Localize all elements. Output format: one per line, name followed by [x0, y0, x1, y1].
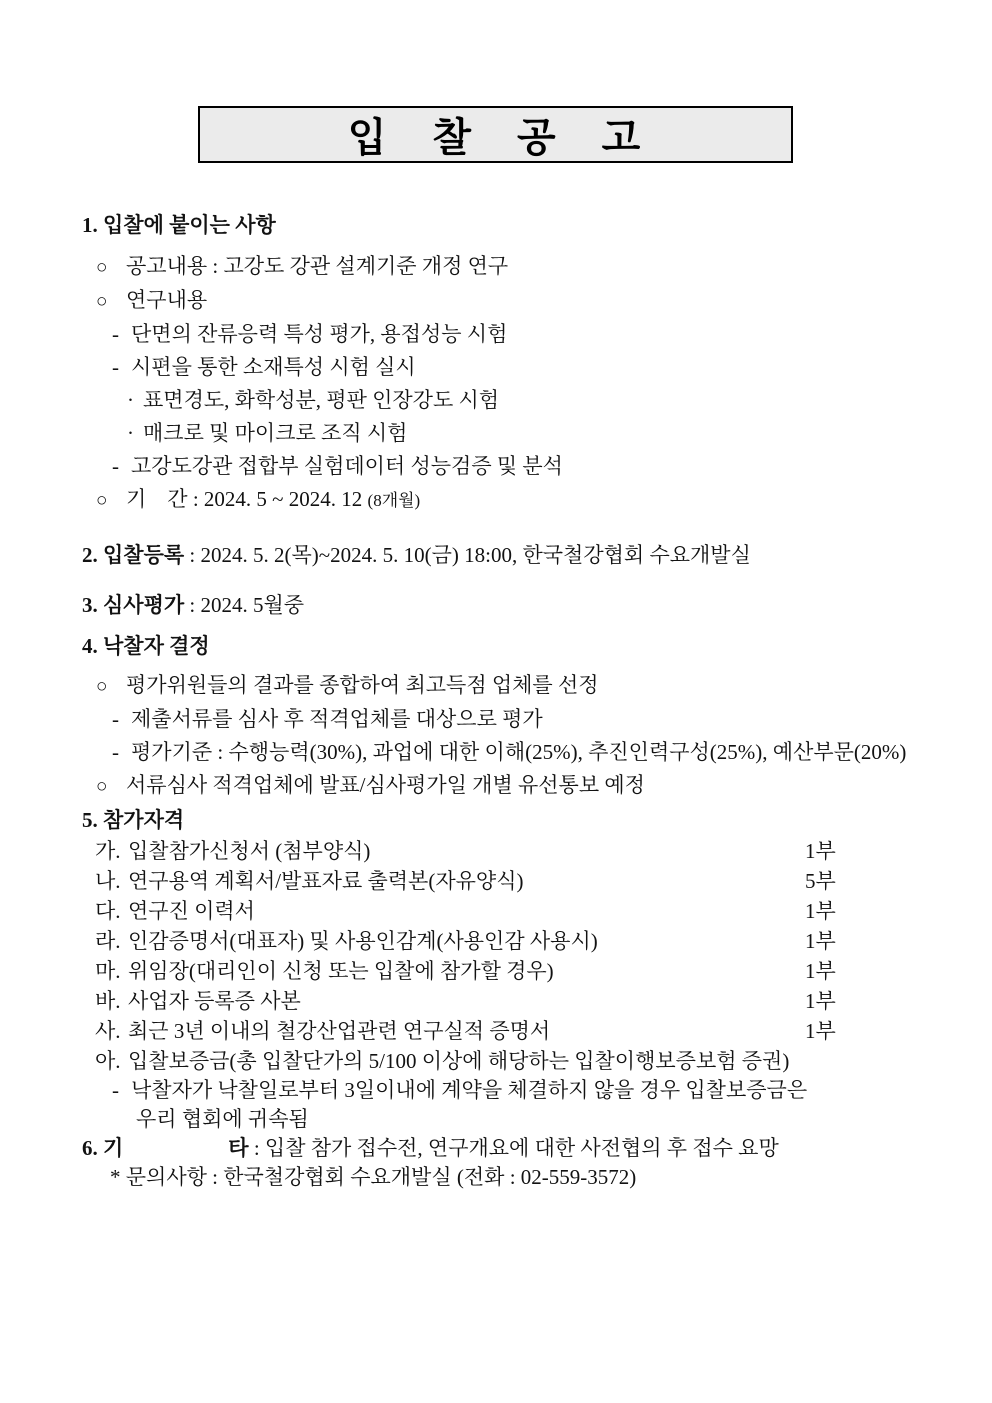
row-text: 입찰보증금(총 입찰단가의 5/100 이상에 해당하는 입찰이행보증보험 증권)	[128, 1049, 790, 1073]
row-label: 라.	[95, 929, 121, 953]
section-3-line	[0, 589, 992, 622]
row-label: 다.	[95, 899, 121, 923]
requirement-row	[0, 896, 897, 926]
list-item-text: 단면의 잔류응력 특성 평가, 용접성능 시험	[131, 322, 508, 346]
deposit-note-line2: 우리 협회에 귀속됨	[136, 1107, 309, 1131]
period-duration: (8개월)	[367, 491, 421, 510]
list-item-text: 연구내용	[126, 288, 208, 312]
requirement-row	[0, 1016, 897, 1046]
row-quantity: 1부	[805, 989, 836, 1013]
list-item	[0, 384, 992, 417]
section-5-heading: 5. 참가자격	[82, 808, 185, 832]
row-text: 연구진 이력서	[128, 899, 255, 923]
row-label: 아.	[95, 1049, 121, 1073]
list-item-text: 평가기준 : 수행능력(30%), 과업에 대한 이해(25%), 추진인력구성(25%), 예산부문(20%)	[131, 740, 907, 764]
list-item-period	[0, 483, 992, 517]
circle-bullet-icon: ○	[96, 291, 108, 312]
list-item	[0, 250, 992, 284]
period-text: 기 간 : 2024. 5 ~ 2024. 12	[126, 487, 368, 511]
row-text: 입찰참가신청서 (첨부양식)	[128, 839, 371, 863]
section-1-heading: 1. 입찰에 붙이는 사항	[82, 213, 276, 237]
row-text: 연구용역 계획서/발표자료 출력본(자유양식)	[128, 869, 524, 893]
dash-bullet-icon: -	[112, 355, 119, 379]
list-item-text: 표면경도, 화학성분, 평판 인장강도 시험	[143, 388, 500, 412]
section-2-title: 2. 입찰등록	[82, 543, 185, 567]
document-title-box	[198, 106, 793, 163]
row-label: 나.	[95, 869, 121, 893]
list-item	[0, 450, 992, 483]
row-quantity: 1부	[805, 1019, 836, 1043]
circle-bullet-icon: ○	[96, 257, 108, 278]
row-quantity: 1부	[805, 839, 836, 863]
requirement-row	[0, 926, 897, 956]
section-6-title: 6. 기 타	[82, 1136, 249, 1160]
circle-bullet-icon: ○	[96, 490, 108, 511]
list-item	[0, 351, 992, 384]
circle-bullet-icon: ○	[96, 776, 108, 797]
section-3-detail: : 2024. 5월중	[184, 593, 305, 617]
section-3-title: 3. 심사평가	[82, 593, 185, 617]
requirement-row	[0, 986, 897, 1016]
section-6-line	[0, 1134, 992, 1163]
row-quantity: 5부	[805, 869, 836, 893]
list-item	[0, 417, 992, 450]
list-item	[0, 318, 992, 351]
row-label: 바.	[95, 989, 121, 1013]
row-text: 사업자 등록증 사본	[128, 989, 301, 1013]
dot-bullet-icon: ·	[127, 421, 134, 445]
section-2-detail: : 2024. 5. 2(목)~2024. 5. 10(금) 18:00, 한국철강협회 수요개발실	[184, 543, 751, 567]
section-4-items	[0, 669, 992, 803]
section-6-detail: : 입찰 참가 접수전, 연구개요에 대한 사전협의 후 접수 요망	[248, 1136, 779, 1160]
requirement-row	[0, 866, 897, 896]
row-quantity: 1부	[805, 959, 836, 983]
list-item-text: 서류심사 적격업체에 발표/심사평가일 개별 유선통보 예정	[126, 773, 645, 797]
document-title: 입 찰 공 고	[347, 115, 644, 160]
list-item-text: 공고내용 : 고강도 강관 설계기준 개정 연구	[126, 254, 509, 278]
row-label: 사.	[95, 1019, 121, 1043]
section-4-heading: 4. 낙찰자 결정	[82, 634, 210, 658]
row-quantity: 1부	[805, 899, 836, 923]
section-1-items	[0, 250, 992, 517]
contact-note: * 문의사항 : 한국철강협회 수요개발실 (전화 : 02-559-3572)	[110, 1165, 637, 1189]
list-item-text: 제출서류를 심사 후 적격업체를 대상으로 평가	[131, 707, 543, 731]
row-text: 인감증명서(대표자) 및 사용인감계(사용인감 사용시)	[128, 929, 598, 953]
list-item	[0, 736, 992, 769]
dash-bullet-icon: -	[112, 1078, 119, 1102]
list-item	[0, 769, 992, 803]
row-quantity: 1부	[805, 929, 836, 953]
circle-bullet-icon: ○	[96, 676, 108, 697]
list-item-text: 시편을 통한 소재특성 시험 실시	[131, 355, 416, 379]
list-item-text: 평가위원들의 결과를 종합하여 최고득점 업체를 선정	[126, 673, 599, 697]
section-5-rows	[0, 836, 992, 1076]
requirement-row	[0, 836, 897, 866]
row-label: 마.	[95, 959, 121, 983]
list-item	[0, 669, 992, 703]
list-item-text: 고강도강관 접합부 실험데이터 성능검증 및 분석	[131, 454, 563, 478]
requirement-row	[0, 1046, 897, 1076]
row-text: 최근 3년 이내의 철강산업관련 연구실적 증명서	[128, 1019, 551, 1043]
list-item-text: 매크로 및 마이크로 조직 시험	[143, 421, 408, 445]
dash-bullet-icon: -	[112, 707, 119, 731]
list-item	[0, 284, 992, 318]
requirement-row	[0, 956, 897, 986]
row-text: 위임장(대리인이 신청 또는 입찰에 참가할 경우)	[128, 959, 554, 983]
dash-bullet-icon: -	[112, 454, 119, 478]
document-body	[0, 163, 992, 1192]
dot-bullet-icon: ·	[127, 388, 134, 412]
section-2-line	[0, 539, 992, 572]
list-item	[0, 703, 992, 736]
deposit-note-text: 낙찰자가 낙찰일로부터 3일이내에 계약을 체결하지 않을 경우 입찰보증금은	[131, 1078, 808, 1102]
deposit-note-line1	[0, 1076, 992, 1105]
dash-bullet-icon: -	[112, 322, 119, 346]
row-label: 가.	[95, 839, 121, 863]
dash-bullet-icon: -	[112, 740, 119, 764]
